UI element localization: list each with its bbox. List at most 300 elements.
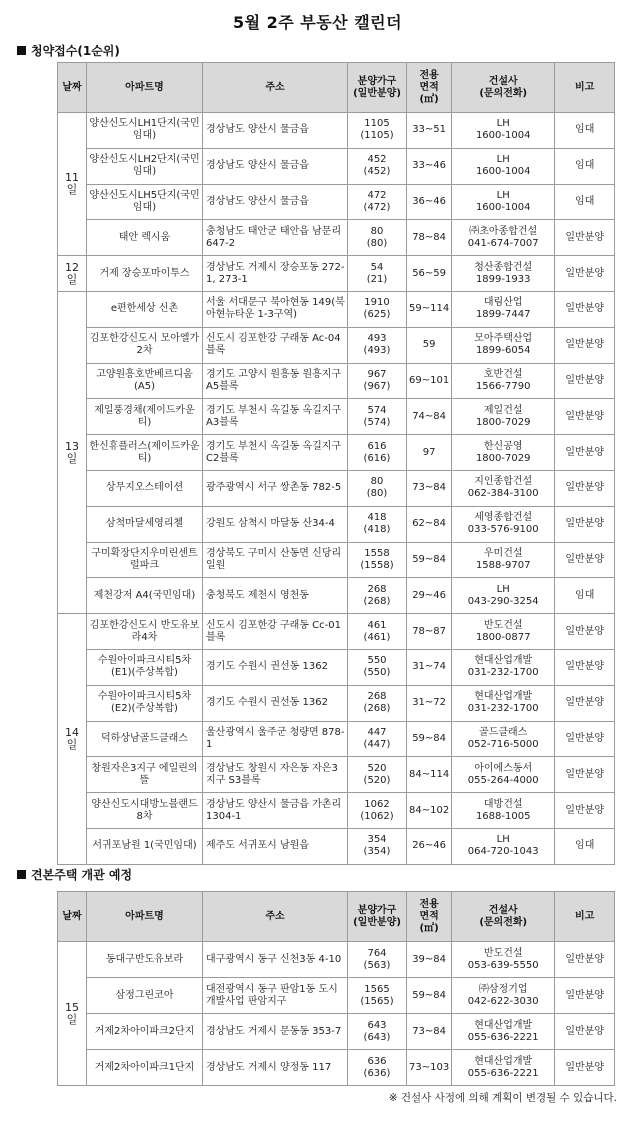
- remark-cell: 일반분양: [555, 435, 615, 471]
- builder-phone: 042-622-3030: [467, 995, 539, 1007]
- units-cell: [348, 470, 407, 506]
- builder-cell: [452, 435, 555, 471]
- area-cell: 84~114: [407, 757, 452, 793]
- address-cell: 서울 서대문구 북아현동 149(북아현뉴타운 1-3구역): [203, 291, 348, 327]
- address-cell: 대전광역시 동구 판암1동 도시개발사업 판암지구: [203, 978, 348, 1014]
- table-row: [58, 220, 615, 256]
- builder-phone: 1566-7790: [475, 380, 531, 392]
- total-units: 574: [367, 404, 387, 416]
- area-cell: 74~84: [407, 399, 452, 435]
- header-date: 날짜: [58, 63, 87, 113]
- date-cell: 11일: [58, 113, 87, 256]
- builder-name: LH: [496, 189, 510, 201]
- units-cell: [348, 220, 407, 256]
- remark-cell: 일반분양: [555, 757, 615, 793]
- remark-cell: 임대: [555, 113, 615, 149]
- builder-cell: [452, 793, 555, 829]
- general-units: (493): [363, 345, 391, 357]
- page-title: 5월 2주 부동산 캘린더: [232, 13, 403, 32]
- builder-cell: [452, 506, 555, 542]
- table-row: [58, 942, 615, 978]
- builder-name: 지인종합건설: [474, 476, 533, 488]
- builder-name: 반도건설: [483, 947, 523, 959]
- builder-name: 우미건설: [483, 547, 523, 559]
- units-cell: [348, 793, 407, 829]
- square-bullet-icon: [17, 46, 26, 55]
- total-units: 80: [370, 225, 384, 237]
- total-units: 461: [367, 619, 387, 631]
- table-row: [58, 256, 615, 292]
- date-cell: 12일: [58, 256, 87, 292]
- header-area: 전용 면적 (㎡): [407, 892, 452, 942]
- builder-cell: [452, 148, 555, 184]
- area-cell: 59~84: [407, 978, 452, 1014]
- builder-cell: [452, 942, 555, 978]
- address-cell: 신도시 김포한강 구래동 Ac-04블록: [203, 327, 348, 363]
- builder-phone: 055-264-4000: [467, 774, 539, 786]
- general-units: (268): [363, 703, 391, 715]
- table-row: [58, 470, 615, 506]
- total-units: 418: [367, 512, 387, 524]
- general-units: (1565): [360, 995, 394, 1007]
- total-units: 1558: [364, 547, 390, 559]
- area-cell: 39~84: [407, 942, 452, 978]
- general-units: (1558): [360, 559, 394, 571]
- remark-cell: 일반분양: [555, 542, 615, 578]
- area-cell: 59~84: [407, 721, 452, 757]
- general-units: (461): [363, 631, 391, 643]
- remark-cell: 일반분양: [555, 721, 615, 757]
- apartment-name-cell: 양산신도시LH1단지(국민임대): [87, 113, 203, 149]
- units-cell: [348, 1050, 407, 1086]
- area-cell: 56~59: [407, 256, 452, 292]
- address-cell: 울산광역시 울주군 청량면 878-1: [203, 721, 348, 757]
- area-cell: 59~114: [407, 291, 452, 327]
- header-address: 주소: [203, 892, 348, 942]
- remark-cell: 일반분양: [555, 614, 615, 650]
- general-units: (418): [363, 524, 391, 536]
- builder-cell: [452, 685, 555, 721]
- area-cell: 97: [407, 435, 452, 471]
- header-units: 분양가구 (일반분양): [348, 892, 407, 942]
- apartment-name-cell: 김포한강신도시 반도유보라4차: [87, 614, 203, 650]
- table-row: [58, 148, 615, 184]
- total-units: 520: [367, 762, 387, 774]
- section-heading-model-house: 견본주택 개관 예정: [17, 866, 132, 883]
- builder-phone: 1899-6054: [475, 345, 531, 357]
- apartment-name-cell: 거제 장승포마이투스: [87, 256, 203, 292]
- units-cell: [348, 291, 407, 327]
- apartment-name-cell: 삼척마달세영리첼: [87, 506, 203, 542]
- header-remark: 비고: [555, 892, 615, 942]
- remark-cell: 일반분양: [555, 256, 615, 292]
- address-cell: 경상남도 거제시 양정동 117: [203, 1050, 348, 1086]
- table-header-row: [58, 892, 615, 942]
- area-cell: 31~74: [407, 649, 452, 685]
- builder-cell: [452, 1014, 555, 1050]
- apartment-name-cell: 한신휴플러스(제이드카운티): [87, 435, 203, 471]
- remark-cell: 일반분양: [555, 793, 615, 829]
- builder-cell: [452, 828, 555, 864]
- builder-cell: [452, 614, 555, 650]
- table-row: [58, 399, 615, 435]
- builder-name: 세영종합건설: [474, 512, 533, 524]
- builder-cell: [452, 1050, 555, 1086]
- general-units: (1062): [360, 810, 394, 822]
- address-cell: 대구광역시 동구 신천3동 4-10: [203, 942, 348, 978]
- units-cell: [348, 542, 407, 578]
- address-cell: 경기도 부천시 옥길동 옥길지구 A3블록: [203, 399, 348, 435]
- apartment-name-cell: 양산신도시LH2단지(국민임대): [87, 148, 203, 184]
- builder-name: 반도건설: [483, 619, 523, 631]
- builder-cell: [452, 649, 555, 685]
- date-cell: 14일: [58, 614, 87, 865]
- square-bullet-icon: [17, 870, 26, 879]
- builder-cell: [452, 363, 555, 399]
- remark-cell: 임대: [555, 184, 615, 220]
- general-units: (643): [363, 1031, 391, 1043]
- general-units: (80): [366, 237, 388, 249]
- section-heading-subscription: 청약접수(1순위): [17, 42, 120, 59]
- total-units: 447: [367, 726, 387, 738]
- apartment-name-cell: 거제2차아이파크2단지: [87, 1014, 203, 1050]
- area-cell: 78~87: [407, 614, 452, 650]
- total-units: 493: [367, 333, 387, 345]
- apartment-name-cell: 수원아이파크시티5차(E2)(주상복합): [87, 685, 203, 721]
- address-cell: 경기도 부천시 옥길동 옥길지구 C2블록: [203, 435, 348, 471]
- table-row: [58, 757, 615, 793]
- builder-phone: 1600-1004: [475, 130, 531, 142]
- units-cell: [348, 614, 407, 650]
- address-cell: 경상남도 거제시 장승포동 272-1, 273-1: [203, 256, 348, 292]
- units-cell: [348, 685, 407, 721]
- builder-phone: 062-384-3100: [467, 488, 539, 500]
- address-cell: 경상남도 양산시 물금읍 가촌리 1304-1: [203, 793, 348, 829]
- remark-cell: 일반분양: [555, 363, 615, 399]
- apartment-name-cell: 제천강저 A4(국민임대): [87, 578, 203, 614]
- table-row: [58, 1050, 615, 1086]
- area-cell: 73~84: [407, 470, 452, 506]
- units-cell: [348, 942, 407, 978]
- remark-cell: 임대: [555, 148, 615, 184]
- remark-cell: 일반분양: [555, 220, 615, 256]
- table-row: [58, 435, 615, 471]
- builder-name: 호반건설: [483, 368, 523, 380]
- area-cell: 33~51: [407, 113, 452, 149]
- header-address: 주소: [203, 63, 348, 113]
- builder-phone: 1899-7447: [475, 309, 531, 321]
- units-cell: [348, 399, 407, 435]
- builder-name: ㈜초아종합건설: [469, 225, 538, 237]
- general-units: (452): [363, 166, 391, 178]
- area-cell: 84~102: [407, 793, 452, 829]
- builder-name: ㈜삼정기업: [478, 983, 528, 995]
- general-units: (550): [363, 667, 391, 679]
- total-units: 472: [367, 189, 387, 201]
- builder-phone: 1600-1004: [475, 201, 531, 213]
- apartment-name-cell: 김포한강신도시 모아엘가2차: [87, 327, 203, 363]
- builder-name: 대방건설: [483, 798, 523, 810]
- total-units: 636: [367, 1055, 387, 1067]
- table-row: [58, 828, 615, 864]
- remark-cell: 일반분양: [555, 685, 615, 721]
- date-cell: 15일: [58, 942, 87, 1086]
- total-units: 1105: [364, 118, 390, 130]
- builder-name: 제일건설: [483, 404, 523, 416]
- builder-phone: 041-674-7007: [467, 237, 539, 249]
- units-cell: [348, 256, 407, 292]
- total-units: 550: [367, 655, 387, 667]
- builder-cell: [452, 757, 555, 793]
- builder-name: 모아주택산업: [474, 333, 533, 345]
- builder-phone: 055-636-2221: [467, 1031, 539, 1043]
- address-cell: 경상남도 양산시 물금읍: [203, 113, 348, 149]
- units-cell: [348, 649, 407, 685]
- table-header-row: [58, 63, 615, 113]
- units-cell: [348, 828, 407, 864]
- area-cell: 59: [407, 327, 452, 363]
- builder-name: 현대산업개발: [474, 1019, 533, 1031]
- total-units: 354: [367, 834, 387, 846]
- apartment-name-cell: 창원자은3지구 에일린의뜰: [87, 757, 203, 793]
- total-units: 764: [367, 947, 387, 959]
- general-units: (1105): [360, 130, 394, 142]
- builder-phone: 1588-9707: [475, 559, 531, 571]
- builder-name: LH: [496, 154, 510, 166]
- total-units: 616: [367, 440, 387, 452]
- total-units: 967: [367, 368, 387, 380]
- total-units: 268: [367, 583, 387, 595]
- general-units: (268): [363, 595, 391, 607]
- area-cell: 33~46: [407, 148, 452, 184]
- apartment-name-cell: 양산신도시대방노블랜드8차: [87, 793, 203, 829]
- builder-phone: 1800-7029: [475, 452, 531, 464]
- table-row: [58, 685, 615, 721]
- area-cell: 78~84: [407, 220, 452, 256]
- apartment-name-cell: 삼정그린코아: [87, 978, 203, 1014]
- header-builder: 건설사 (문의전화): [452, 63, 555, 113]
- address-cell: 경기도 수원시 권선동 1362: [203, 685, 348, 721]
- general-units: (520): [363, 774, 391, 786]
- general-units: (625): [363, 309, 391, 321]
- header-apartment: 아파트명: [87, 892, 203, 942]
- builder-phone: 055-636-2221: [467, 1067, 539, 1079]
- general-units: (563): [363, 959, 391, 971]
- address-cell: 신도시 김포한강 구래동 Cc-01블록: [203, 614, 348, 650]
- table-row: [58, 542, 615, 578]
- remark-cell: 일반분양: [555, 1050, 615, 1086]
- address-cell: 경기도 수원시 권선동 1362: [203, 649, 348, 685]
- units-cell: [348, 1014, 407, 1050]
- units-cell: [348, 435, 407, 471]
- apartment-name-cell: 동대구반도유보라: [87, 942, 203, 978]
- builder-name: 한신공영: [483, 440, 523, 452]
- general-units: (967): [363, 380, 391, 392]
- builder-cell: [452, 291, 555, 327]
- remark-cell: 임대: [555, 578, 615, 614]
- builder-phone: 1800-0877: [475, 631, 531, 643]
- units-cell: [348, 757, 407, 793]
- units-cell: [348, 184, 407, 220]
- units-cell: [348, 327, 407, 363]
- apartment-name-cell: 제일풍경채(제이드카운티): [87, 399, 203, 435]
- address-cell: 경상남도 양산시 물금읍: [203, 148, 348, 184]
- apartment-name-cell: 서귀포남원 1(국민임대): [87, 828, 203, 864]
- builder-name: 현대산업개발: [474, 691, 533, 703]
- builder-phone: 031-232-1700: [467, 667, 539, 679]
- builder-phone: 033-576-9100: [467, 524, 539, 536]
- general-units: (80): [366, 488, 388, 500]
- address-cell: 경상북도 구미시 산동면 신당리 일원: [203, 542, 348, 578]
- table-row: [58, 291, 615, 327]
- address-cell: 경기도 고양시 원흥동 원흥지구 A5블록: [203, 363, 348, 399]
- total-units: 1910: [364, 297, 390, 309]
- subscription-table: [57, 62, 615, 865]
- area-cell: 59~84: [407, 542, 452, 578]
- area-cell: 73~84: [407, 1014, 452, 1050]
- total-units: 1565: [364, 983, 390, 995]
- table-row: [58, 649, 615, 685]
- table-row: [58, 184, 615, 220]
- table-row: [58, 793, 615, 829]
- units-cell: [348, 506, 407, 542]
- area-cell: 73~103: [407, 1050, 452, 1086]
- builder-phone: 1600-1004: [475, 166, 531, 178]
- area-cell: 36~46: [407, 184, 452, 220]
- units-cell: [348, 363, 407, 399]
- model-house-table: [57, 891, 615, 1086]
- builder-name: LH: [496, 834, 510, 846]
- date-cell: 13일: [58, 291, 87, 613]
- header-units: 분양가구 (일반분양): [348, 63, 407, 113]
- table-row: [58, 614, 615, 650]
- general-units: (574): [363, 416, 391, 428]
- builder-phone: 052-716-5000: [467, 738, 539, 750]
- total-units: 1062: [364, 798, 390, 810]
- table-row: [58, 978, 615, 1014]
- address-cell: 충청북도 제천시 영천동: [203, 578, 348, 614]
- builder-name: 청산종합건설: [474, 261, 533, 273]
- builder-name: LH: [496, 583, 510, 595]
- total-units: 643: [367, 1019, 387, 1031]
- builder-cell: [452, 184, 555, 220]
- footnote: ※ 건설사 사정에 의해 계획이 변경될 수 있습니다.: [388, 1092, 617, 1104]
- units-cell: [348, 978, 407, 1014]
- header-builder: 건설사 (문의전화): [452, 892, 555, 942]
- builder-cell: [452, 327, 555, 363]
- address-cell: 경상남도 양산시 물금읍: [203, 184, 348, 220]
- table-row: [58, 578, 615, 614]
- general-units: (354): [363, 846, 391, 858]
- area-cell: 26~46: [407, 828, 452, 864]
- builder-phone: 053-639-5550: [467, 959, 539, 971]
- address-cell: 강원도 삼척시 마달동 산34-4: [203, 506, 348, 542]
- builder-name: 현대산업개발: [474, 655, 533, 667]
- general-units: (447): [363, 738, 391, 750]
- builder-phone: 1899-1933: [475, 273, 531, 285]
- general-units: (472): [363, 201, 391, 213]
- table-row: [58, 1014, 615, 1050]
- apartment-name-cell: 거제2차아이파크1단지: [87, 1050, 203, 1086]
- apartment-name-cell: 구미확장단지우미린센트럴파크: [87, 542, 203, 578]
- remark-cell: 일반분양: [555, 399, 615, 435]
- units-cell: [348, 148, 407, 184]
- builder-name: 현대산업개발: [474, 1055, 533, 1067]
- builder-cell: [452, 721, 555, 757]
- area-cell: 69~101: [407, 363, 452, 399]
- table-row: [58, 113, 615, 149]
- header-remark: 비고: [555, 63, 615, 113]
- address-cell: 충청남도 태안군 태안읍 남문리 647-2: [203, 220, 348, 256]
- area-cell: 62~84: [407, 506, 452, 542]
- apartment-name-cell: 양산신도시LH5단지(국민임대): [87, 184, 203, 220]
- header-apartment: 아파트명: [87, 63, 203, 113]
- address-cell: 경상남도 창원시 자은동 자은3지구 S3블록: [203, 757, 348, 793]
- units-cell: [348, 578, 407, 614]
- apartment-name-cell: 덕하상남골드클래스: [87, 721, 203, 757]
- apartment-name-cell: 수원아이파크시티5차(E1)(주상복합): [87, 649, 203, 685]
- builder-phone: 043-290-3254: [467, 595, 539, 607]
- total-units: 268: [367, 691, 387, 703]
- remark-cell: 일반분양: [555, 291, 615, 327]
- table-row: [58, 363, 615, 399]
- remark-cell: 일반분양: [555, 506, 615, 542]
- units-cell: [348, 113, 407, 149]
- header-date: 날짜: [58, 892, 87, 942]
- apartment-name-cell: 상무지오스테이션: [87, 470, 203, 506]
- remark-cell: 일반분양: [555, 978, 615, 1014]
- area-cell: 29~46: [407, 578, 452, 614]
- general-units: (21): [366, 273, 388, 285]
- remark-cell: 일반분양: [555, 470, 615, 506]
- builder-cell: [452, 542, 555, 578]
- remark-cell: 일반분양: [555, 942, 615, 978]
- table-row: [58, 327, 615, 363]
- apartment-name-cell: 고양원흥호반베르디움(A5): [87, 363, 203, 399]
- table-row: [58, 506, 615, 542]
- builder-cell: [452, 399, 555, 435]
- builder-cell: [452, 578, 555, 614]
- apartment-name-cell: 태안 렉시움: [87, 220, 203, 256]
- builder-cell: [452, 470, 555, 506]
- builder-phone: 1688-1005: [475, 810, 531, 822]
- general-units: (636): [363, 1067, 391, 1079]
- builder-cell: [452, 220, 555, 256]
- total-units: 452: [367, 154, 387, 166]
- address-cell: 경상남도 거제시 문동동 353-7: [203, 1014, 348, 1050]
- remark-cell: 일반분양: [555, 327, 615, 363]
- address-cell: 광주광역시 서구 쌍촌동 782-5: [203, 470, 348, 506]
- builder-name: 아이에스동서: [474, 762, 533, 774]
- builder-name: 대림산업: [483, 297, 523, 309]
- builder-phone: 064-720-1043: [467, 846, 539, 858]
- address-cell: 제주도 서귀포시 남원읍: [203, 828, 348, 864]
- header-area: 전용 면적 (㎡): [407, 63, 452, 113]
- remark-cell: 일반분양: [555, 1014, 615, 1050]
- total-units: 80: [370, 476, 384, 488]
- builder-cell: [452, 978, 555, 1014]
- general-units: (616): [363, 452, 391, 464]
- table-row: [58, 721, 615, 757]
- remark-cell: 임대: [555, 828, 615, 864]
- builder-phone: 031-232-1700: [467, 703, 539, 715]
- units-cell: [348, 721, 407, 757]
- builder-cell: [452, 113, 555, 149]
- apartment-name-cell: e편한세상 신촌: [87, 291, 203, 327]
- area-cell: 31~72: [407, 685, 452, 721]
- builder-cell: [452, 256, 555, 292]
- builder-phone: 1800-7029: [475, 416, 531, 428]
